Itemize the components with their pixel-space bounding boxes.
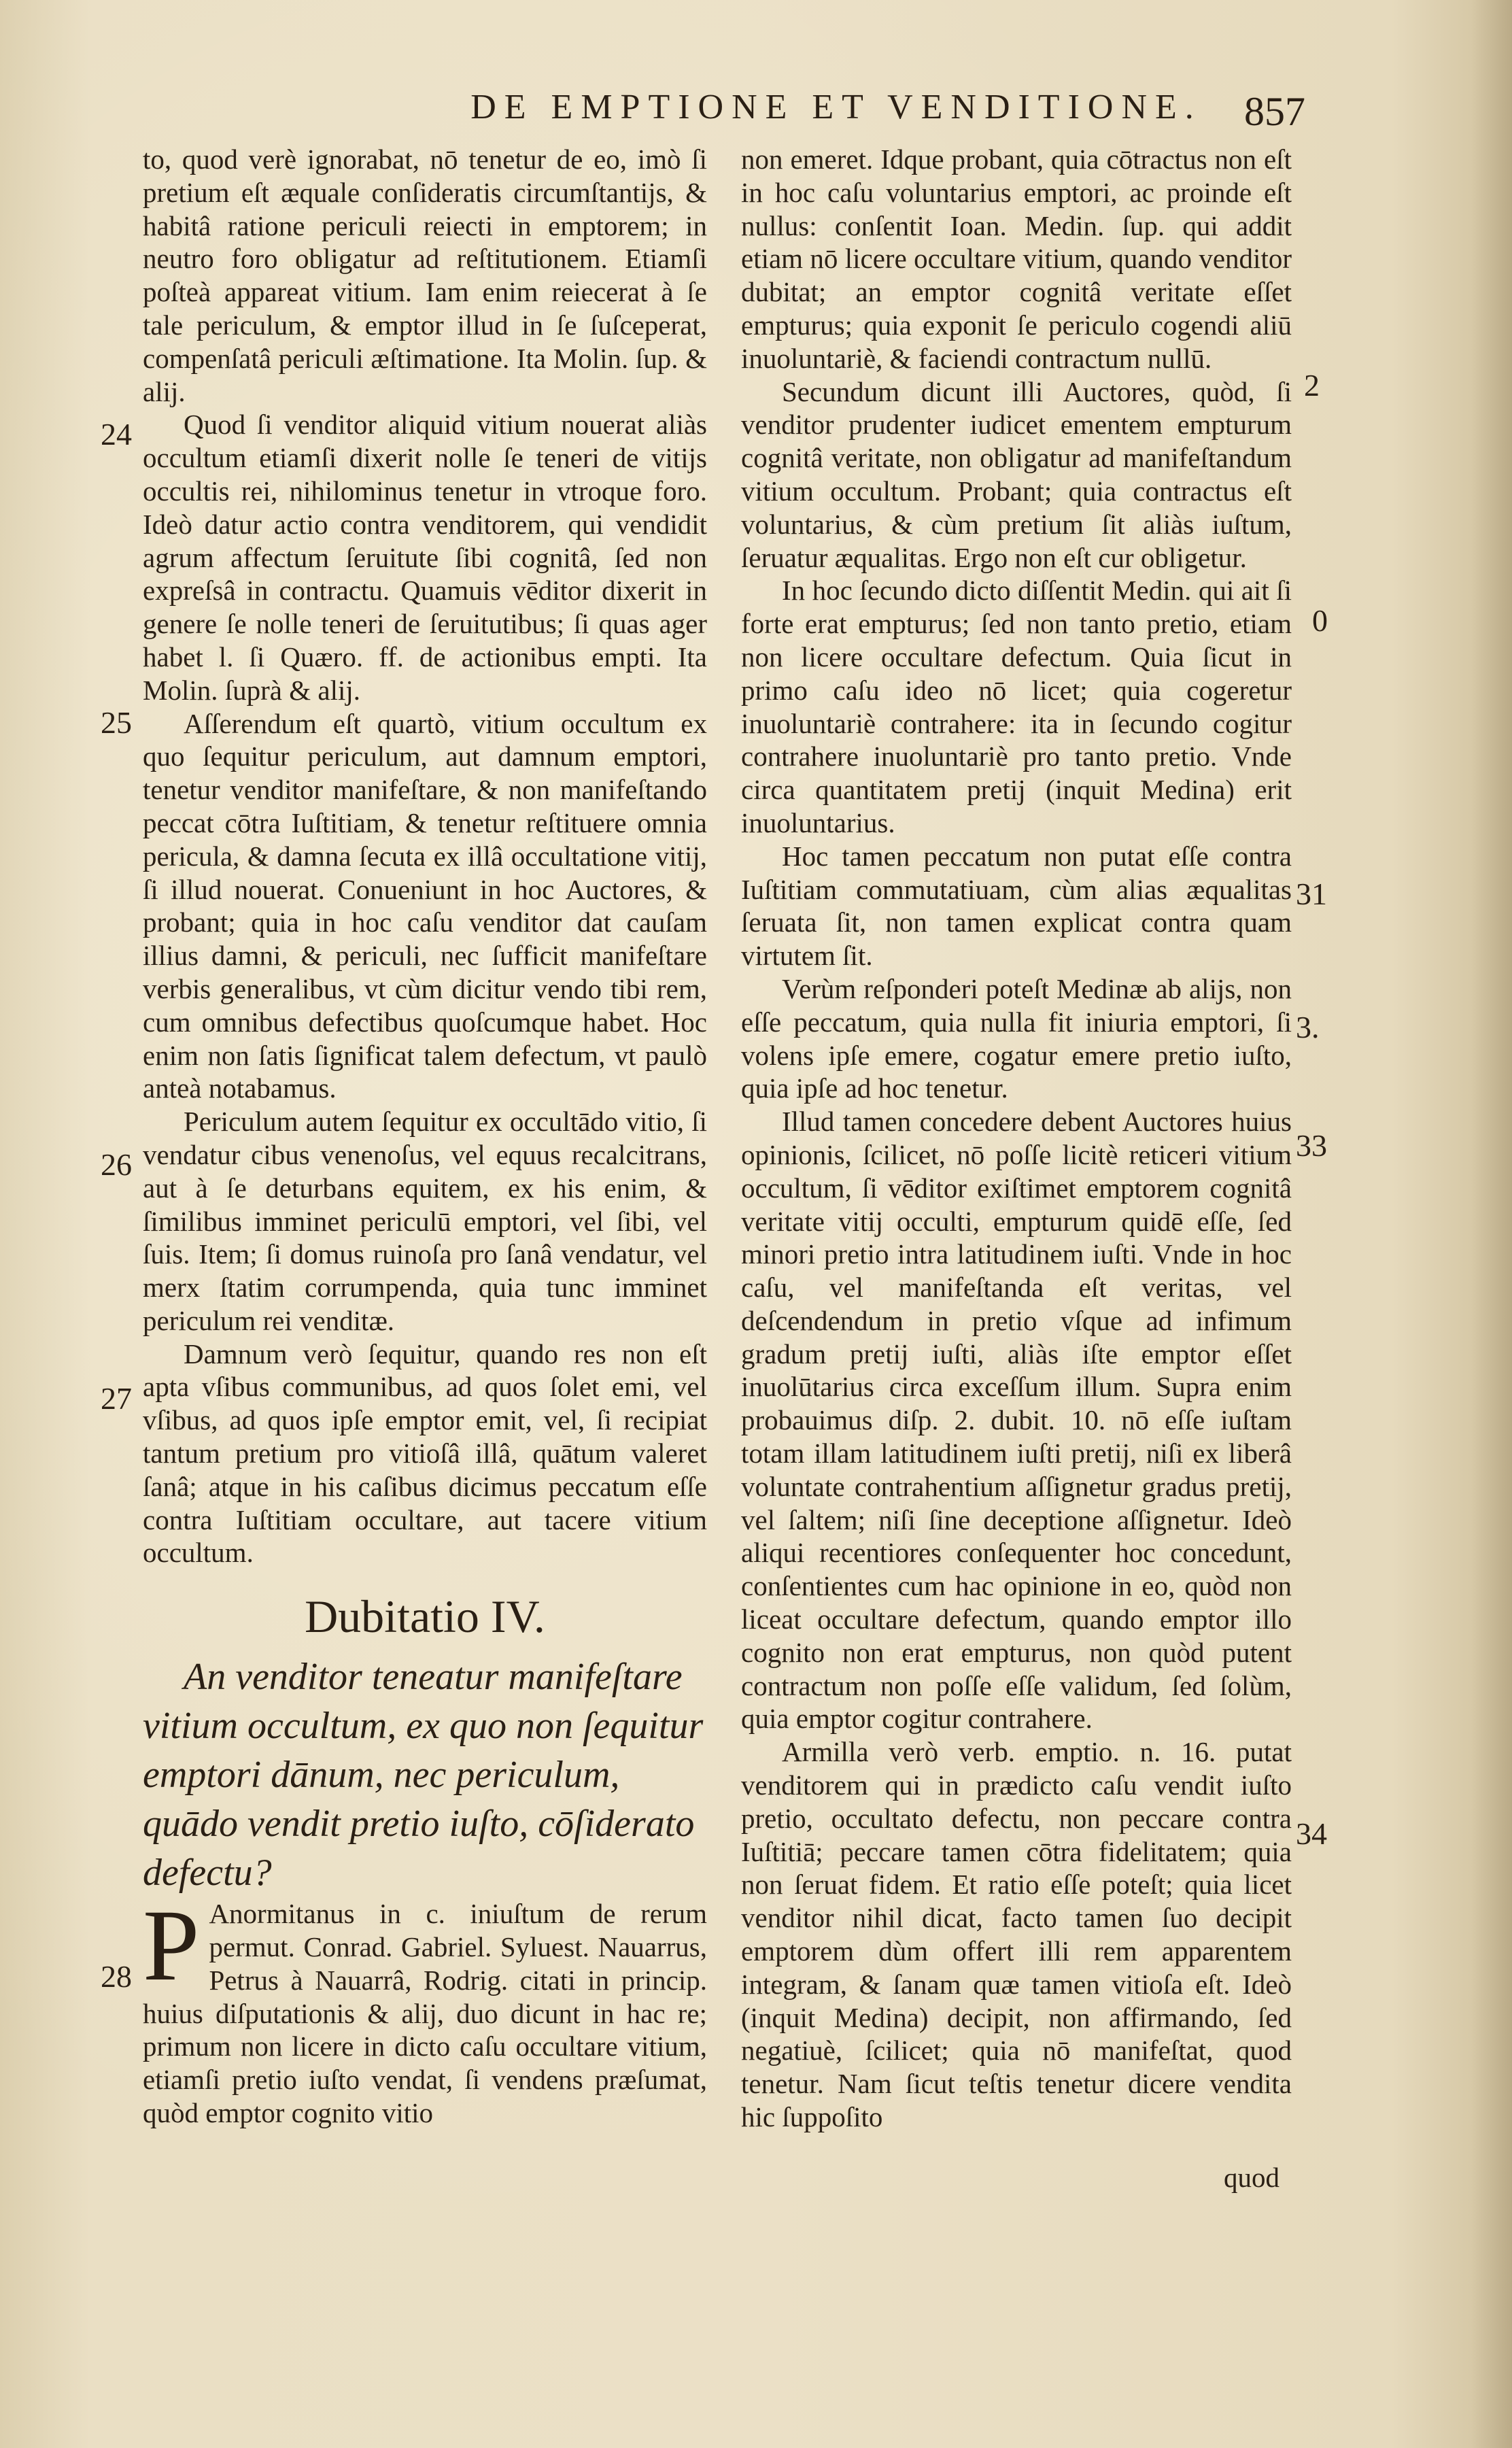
paragraph: Aſſerendum eſt quartò, vitium occultum ex quo ſequitur periculum, aut damnum emptori, tenetur venditor manifeſtare, & non manifeſtando peccat cōtra Iuſtitiam, & tenetur reſtituere omnia pericula, & damna ſecuta ex illâ occultatione vitij, ſi illud nouerat. Conueniunt in hoc Auctores, & probant; quia in hoc caſu venditor dat cauſam illius damni, & periculi, nec ſufficit manifeſtare verbis generalibus, vt cùm dicitur vendo tibi rem, cum omnibus defectibus quoſcumque habet. Hoc enim non ſatis ſignificat talem defectum, vt paulò anteà notabamus. — [143, 707, 707, 1104]
margin-number-30: 0 — [1312, 603, 1328, 638]
page-edge-shadow — [1471, 0, 1512, 2448]
final-paragraph — [143, 1889, 707, 2130]
dubitatio-heading: Dubitatio IV. — [305, 1591, 545, 1643]
paragraph: Damnum verò ſequitur, quando res non eſt apta vſibus communibus, ad quos ſolet emi, vel vſibus, ad quos ipſe emptor emit, vel, ſi recipiat tantum pretium pro vitioſâ illâ, quātum valeret ſanâ; atque in his caſibus dicimus peccatum eſſe contra Iuſtitiam occultare, aut tacere vitium occultum. — [143, 1338, 707, 1569]
drop-cap-initial: P — [143, 1889, 200, 2003]
paragraph: Illud tamen concedere debent Auctores huius opinionis, ſcilicet, nō poſſe licitè reticeri vitium occultum, ſi vēditor exiſtimet emptorem cognitâ veritate vitij occulti, empturum quidē eſſe, ſed minori pretio intra latitudinem iuſti. Vnde in hoc caſu, vel manifeſtanda eſt veritas, vel deſcendendum in pretio vſque ad infimum gradum pretij iuſti, aliàs iſte emptor eſſet inuolūtarius circa exceſſum illum. Supra enim probauimus diſp. 2. dubit. 10. nō eſſe iuſtam totam illam latitudinem iuſti pretij, niſi ex liberâ voluntate contrahentium aſſignetur gradus pretij, vel ſaltem; niſi ſine deceptione aſſignetur. Ideò aliqui recentiores conſequenter hoc concedunt, conſentientes cum hac opinione in eo, quòd non liceat occultare defectum, quando emptor illo cognito non erat empturus, non quòd putent contractum non poſſe eſſe validum, ſed ſolùm, quia emptor cogitur contrahere. — [741, 1106, 1292, 1735]
margin-number-31: 31 — [1296, 877, 1327, 911]
paragraph: Periculum autem ſequitur ex occultādo vitio, ſi vendatur cibus venenoſus, vel equus recalcitrans, aut à ſe deturbans equitem, ex his enim, & ſimilibus imminet periculū emptori, vel ſibi, vel ſuis. Item; ſi domus ruinoſa pro ſanâ vendatur, vel merx ſtatim corrumpenda, quia tunc imminet periculum rei venditæ. — [143, 1106, 707, 1336]
dubitatio-question: An venditor teneatur manifeſtare vitium occultum, ex quo non ſequitur emptori dānum, nec periculum, quādo vendit pretio iuſto, cōſiderato defectu? — [143, 1656, 704, 1894]
margin-number-28: 28 — [101, 1959, 132, 1994]
margin-number-32: 3. — [1296, 1010, 1320, 1044]
margin-number-26: 26 — [101, 1147, 132, 1182]
margin-number-34: 34 — [1296, 1816, 1327, 1851]
paragraph: non emeret. Idque probant, quia cōtractus non eſt in hoc caſu voluntarius emptori, ac proinde eſt nullus: conſentit Ioan. Medin. ſup. qui addit etiam nō licere occultare vitium, quando venditor dubitat; an emptor cognitâ veritate eſſet empturus; quia exponit ſe periculo cogendi aliū inuoluntariè, & faciendi contractum nullū. — [741, 143, 1292, 374]
paragraph: Armilla verò verb. emptio. n. 16. putat venditorem qui in prædicto caſu vendit iuſto pretio, occultato defectu, non peccare contra Iuſtitiā; peccare tamen cōtra fidelitatem; quia non ſeruat fidem. Et ratio eſſe poteſt; quia licet venditor nihil dicat, facto tamen ſuo decipit emptorem dùm offert illi rem apparentem integram, & ſanam quæ tamen vitioſa eſt. Ideò (inquit Medina) decipit, non affirmando, ſed negatiuè, ſcilicet; quia nō manifeſtat, quod tenetur. Nam ſicut teſtis tenetur dicere vendita hic ſuppoſito — [741, 1736, 1292, 2133]
right-column — [741, 143, 1292, 2134]
margin-number-25: 25 — [101, 705, 132, 740]
margin-number-33: 33 — [1296, 1128, 1327, 1163]
margin-number-24: 24 — [101, 417, 132, 452]
paragraph: to, quod verè ignorabat, nō tenetur de eo, imò ſi pretium eſt æquale conſideratis circumſtantijs, & habitâ ratione periculi reiecti in emptorem; in neutro foro obligatur ad reſtitutionem. Etiamſi poſteà appareat vitium. Iam enim reiecerat à ſe tale periculum, & emptor illud in ſe ſuſceperat, compenſatâ periculi æſtimatione. Ita Molin. ſup. & alij. — [143, 143, 707, 407]
paragraph: Quod ſi venditor aliquid vitium nouerat aliàs occultum etiamſi dixerit nolle ſe teneri de vitijs occultis rei, nihilominus tenetur in vtroque foro. Ideò datur actio contra venditorem, qui vendidit agrum affectum ſeruitute ſibi cognitâ, ſed non expreſsâ in contractu. Quamuis vēditor dixerit in genere ſe nolle teneri de ſeruitutibus; ſi quas ager habet l. ſi Quæro. ff. de actionibus empti. Ita Molin. ſuprà & alij. — [143, 409, 707, 706]
paragraph: Secundum dicunt illi Auctores, quòd, ſi venditor prudenter iudicet ementem empturum cognitâ veritate, non obligatur ad manifeſtandum vitium occultum. Probant; quia contractus eſt voluntarius, & cùm pretium ſit aliàs iuſtum, ſeruatur æqualitas. Ergo non eſt cur obligetur. — [741, 375, 1292, 573]
paragraph: Hoc tamen peccatum non putat eſſe contra Iuſtitiam commutatiuam, cùm alias æqualitas ſeruata ſit, non tamen explicat contra quam virtutem ſit. — [741, 840, 1292, 972]
margin-number-27: 27 — [101, 1381, 132, 1416]
paragraph: Verùm reſponderi poteſt Medinæ ab alijs, non eſſe peccatum, quia nulla fit iniuria emptori, ſi volens ipſe emere, cogatur emere pretio iuſto, quia ipſe ad hoc tenetur. — [741, 972, 1292, 1104]
margin-number-29: 2 — [1304, 368, 1320, 403]
catchword: quod — [1224, 2162, 1279, 2193]
running-title: DE EMPTIONE ET VENDITIONE. — [470, 88, 1202, 126]
paragraph: In hoc ſecundo dicto diſſentit Medin. qui ait ſi forte erat empturus; ſed non tanto pretio, etiam non licere occultare defectum. Quia ſicut in primo caſu ideo nō licet; quia cogeretur inuoluntariè contrahere: ita in ſecundo cogitur contrahere inuoluntariè pro tanto pretio. Vnde circa quantitatem pretij (inquit Medina) erit inuoluntarius. — [741, 575, 1292, 838]
final-paragraph-text: Anormitanus in c. iniuſtum de rerum permut. Conrad. Gabriel. Syluest. Nauarrus, Petrus à Nauarrâ, Rodrig. citati in princip. huius diſputationis & alij, duo dicunt in hac re; primum non licere in dicto caſu occultare vitium, etiamſi pretio iuſto vendat, ſi vendens præſumat, quòd emptor cognito vitio — [143, 1898, 707, 2129]
left-column — [143, 143, 707, 2130]
page-number: 857 — [1244, 89, 1305, 134]
